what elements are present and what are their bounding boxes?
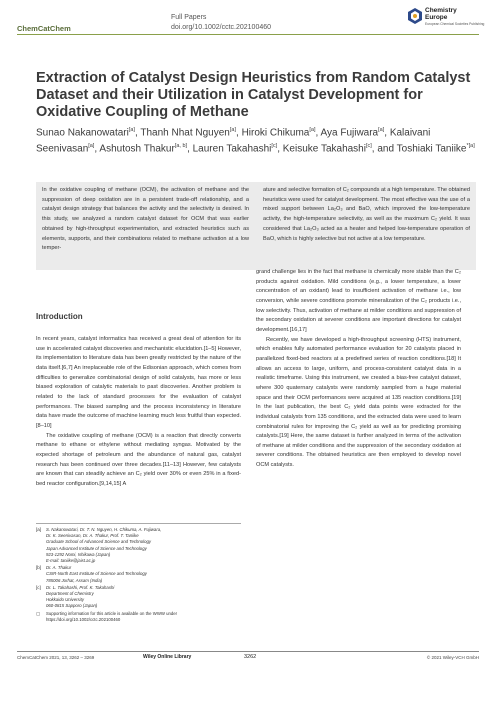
paragraph: grand challenge lies in the fact that methane is chemically more stable than the C₂ products against oxidation. Mild conditions (e.g., a lower temperature, a lower concentration of an oxidant) lead to insufficient activation of methane i.e., low conversion, while severe conditions promote mineralization of the C₂ products i.e., low selectivity. Thus, activation of methane at milder conditions and suppression of the secondary oxidation at severer conditions are important directions for catalyst development.[16,17] bbox=[256, 269, 461, 333]
author-name: Keisuke Takahashi bbox=[282, 143, 366, 155]
affiliation-footnote bbox=[36, 527, 241, 564]
author-name: Thanh Nhat Nguyen bbox=[140, 127, 230, 139]
paper-type: Full Papers bbox=[171, 14, 207, 21]
page-number: 3262 bbox=[244, 654, 257, 660]
paragraph: The oxidative coupling of methane (OCM) is a reaction that directly converts methane to ethane or ethylene without mediating syngas. Motivated by the expected shortage of petroleum and the abundance of natural gas, catalyst research has been continued over three decades.[11–13] However, few catalysts are known that can steadily achieve an C₂ yield over 30% or even 25% in a fixed-bed reactor configuration.[9,14,15] A bbox=[36, 432, 241, 487]
author-name: Ashutosh Thakur bbox=[99, 143, 175, 155]
author-affiliation-mark: [a] bbox=[128, 127, 135, 133]
author-name: Hiroki Chikuma bbox=[241, 127, 310, 139]
author-name: and Toshiaki Taniike bbox=[377, 143, 467, 155]
article-title: Extraction of Catalyst Design Heuristics from Random Catalyst Dataset and their Utilization in Catalyst Development for Oxidative Coupling of Methane bbox=[36, 70, 471, 120]
document-icon: ▢ bbox=[36, 610, 41, 616]
abstract-left-column: In the oxidative coupling of methane (OCM), the activation of methane and the suppression of deep oxidation are in a persistent trade-off relationship, and a catalyst design strategy that balances the activity and the selectivity is desired. In this study, we analyzed a random catalyst dataset for OCM that was earlier obtained by high-throughput experimentation, and extracted heuristics such as elements, supports, and their combinations related to methane activation at a low temper- bbox=[42, 187, 249, 252]
author-affiliation-mark: [a] bbox=[309, 127, 316, 133]
footnote-mark: [a] bbox=[36, 527, 42, 532]
affiliation-footnotes bbox=[36, 523, 241, 624]
body-left-column bbox=[36, 280, 241, 490]
author-affiliation-mark: [a] bbox=[229, 127, 236, 133]
author-list: Sunao Nakanowatari[a], Thanh Nhat Nguyen[a], Hiroki Chikuma[a], Aya Fujiwara[a], Kalaivani Seenivasan[a], Ashutosh Thakur[a, b], Lauren Takahashi[c], Keisuke Takahashi[c], and Toshiaki Taniike$^{*[a]}$ bbox=[36, 127, 475, 155]
footnote-mark: [c] bbox=[36, 584, 41, 590]
author-affiliation-mark: *[a] bbox=[466, 142, 475, 149]
affiliation-footnote bbox=[36, 565, 241, 584]
footer-citation: ChemCatChem 2021, 13, 3262 – 3269 bbox=[17, 655, 95, 660]
author-affiliation-mark: [c] bbox=[365, 142, 372, 149]
footnote-line: Dr. L. Takahashi, Prof. K. Takahashi bbox=[46, 584, 115, 590]
doi-link[interactable]: doi.org/10.1002/cctc.202100460 bbox=[171, 24, 272, 31]
footnote-line: Graduate School of Advanced Science and Technology bbox=[46, 539, 152, 545]
author-affiliation-mark: [c] bbox=[271, 142, 278, 149]
affiliation-footnote bbox=[36, 585, 241, 610]
supporting-info-note: ▢ Supporting information for this article is available on the WWW under https://doi.org/10.1002/cctc.202100460 bbox=[36, 610, 178, 622]
author-name: Kalaivani Seenivasan bbox=[36, 127, 431, 155]
footnote-line: E-mail: taniike@jaist.ac.jp bbox=[46, 558, 96, 564]
footnote-line: S. Nakanowatari, Dr. T. N. Nguyen, H. Chikuma, A. Fujiwara, bbox=[46, 527, 162, 532]
chemistry-europe-logo bbox=[408, 6, 488, 32]
footnote-line: Dr. A. Thakur bbox=[46, 565, 72, 571]
paragraph: Recently, we have developed a high-throughput screening (HTS) instrument, which enables fully automated performance evaluation for 20 catalysts placed in parallelized fixed-bed reactors at a predefined series of reaction conditions.[18] It allows an access to large, uniform, and process-consistent catalyst data in a realistic timeframe. Using this instrument, we created a bias-free catalyst dataset, where 300 quaternary catalysts were randomly sampled from a huge material space and their OCM performances were acquired at 135 reaction conditions.[19] In the last publication, the best C₂ yield data points were extracted for the individual catalysts from 135 conditions, and the extracted data were used to learn combinatorial rules for improving the C₂ yield as well as for predicting promising catalysts.[19] Here, the same dataset is further analyzed in terms of the activation of methane at milder conditions and the suppression of the secondary oxidation at severer conditions. The obtained heuristics are then employed to develop novel OCM catalysts. bbox=[256, 336, 461, 469]
footnote-line: 060-0815 Sapporo (Japan) bbox=[46, 603, 98, 609]
author-affiliation-mark: [a] bbox=[88, 142, 95, 149]
footnote-line: Hokkaido University bbox=[46, 597, 84, 603]
footnote-line: 785006 Jorhat, Assam (India) bbox=[46, 577, 103, 583]
footnote-line: Dr. K. Seenivasan, Dr. A. Thakur, Prof. T. Taniike bbox=[46, 533, 139, 539]
logo-subtitle: European Chemical Societies Publishing bbox=[425, 22, 485, 26]
footnote-mark: [b] bbox=[36, 565, 42, 571]
chemistry-europe-mark-icon bbox=[408, 8, 422, 24]
abstract-box bbox=[36, 182, 476, 270]
author-name: Sunao Nakanowatari bbox=[36, 127, 129, 139]
footer-divider bbox=[17, 651, 479, 652]
journal-name: ChemCatChem bbox=[17, 24, 71, 33]
logo-name: Chemistry Europe bbox=[425, 7, 457, 21]
author-affiliation-mark: [a] bbox=[378, 127, 385, 133]
author-affiliation-mark: [a, b] bbox=[174, 142, 188, 149]
body-right-column bbox=[256, 269, 461, 471]
author-name: Lauren Takahashi bbox=[192, 143, 272, 155]
footnote-line: CSIR-North East Institute of Science and Technology bbox=[46, 571, 147, 577]
footnote-line: 923-1292 Nomi, Ishikawa (Japan) bbox=[46, 551, 111, 557]
abstract-right-column: ature and selective formation of C₂ compounds at a high temperature. The obtained heuristics were used for catalyst development. The most effective was the use of a mixed support between La₂O₃ and BaO, which improved the low-temperature activity, the high-temperature selectivity, as well as the maximum C₂ yield. It was considered that La₂O₃ acted as a heater and helped low-temperature operation of BaO, which is highly selective but not active at a low temperature. bbox=[263, 187, 470, 242]
section-heading: Introduction bbox=[36, 312, 83, 321]
copyright-notice: © 2021 Wiley-VCH GmbH bbox=[426, 655, 479, 660]
footnote-line: Japan Advanced Institute of Science and Technology bbox=[46, 545, 147, 551]
footnote-line: Department of Chemistry bbox=[46, 591, 94, 597]
header-divider bbox=[17, 34, 479, 35]
author-name: Aya Fujiwara bbox=[320, 127, 379, 139]
paragraph: In recent years, catalyst informatics has received a great deal of attention for its use in accelerated catalyst discoveries and mechanistic elucidation.[1–5] However, its implementation to literature data has been greatly restricted by the nature of the data itself.[6,7] An irreplaceable role of the Edisonian approach, which comes from difficulties to generalize combinatorial design of solid catalysts, has more or less biased exploration of catalytic materials to past discoveries. Another problem is related to the lack of standard processes for the evaluation of catalyst performances. The biased sampling and the process inconsistency in literature data have made the outcome of machine learning much less fruitful than expected.[8–10] bbox=[36, 336, 241, 429]
wiley-online-library-link[interactable]: Wiley Online Library bbox=[143, 654, 192, 660]
